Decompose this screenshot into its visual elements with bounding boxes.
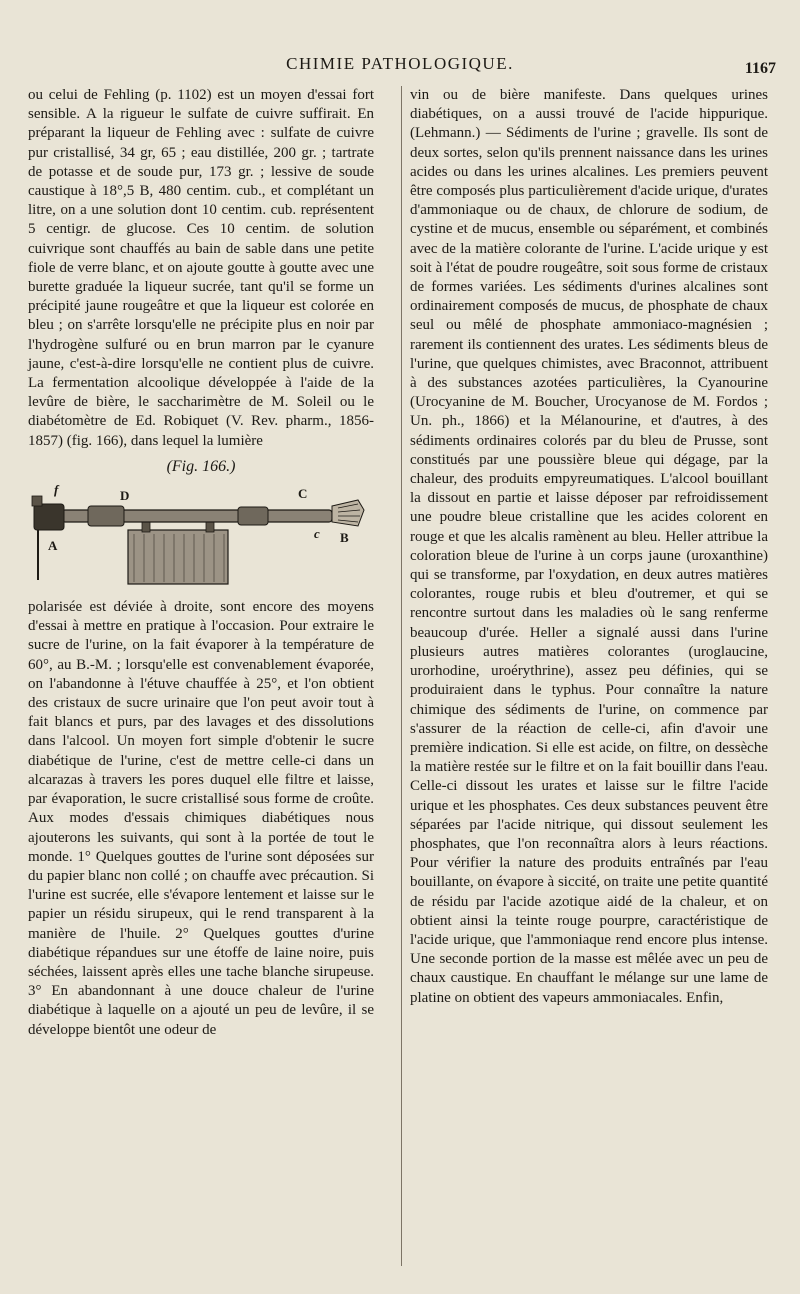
figure-caption: (Fig. 166.) <box>166 457 236 475</box>
left-paragraph-2: polarisée est déviée à droite, sont encore des moyens d'essai à mettre en pratique à l'occasion. Pour extraire le sucre de l'urine, on la fait évaporer à la température de 60°, au B.-M. ; lorsqu'elle est convenablement évaporée, on l'abandonne à l'étuve chauffée à 25°, et l'on obtient des cristaux de sucre urinaire que l'on peut avoir tout à fait blancs et purs, par des lavages et des dissolutions dans l'alcool. Un moyen fort simple d'obtenir le sucre diabétique de l'urine, c'est de mettre celle-ci dans un alcarazas à travers les pores duquel elle filtre et laisse, par évaporation, le sucre cristallisé sous forme de croûte. Aux modes d'essais chimiques diabétiques nous ajouterons les suivants, qui sont à la portée de tout le monde. 1° Quelques gouttes de l'urine sont déposées sur du papier blanc non collé ; on chauffe avec précaution. Si l'urine est sucrée, elle s'évapore lentement et laisse sur le papier un résidu sirupeux, qui le rend transparent à la manière de l'huile. 2° Quelques gouttes d'urine diabétique répandues sur une étoffe de laine noire, puis séchées, laissent après elles une tache blanche sirupeuse. 3° En abandonnant à une douce chaleur de l'urine diabétique à laquelle on a ajouté un peu de levûre, il se développe bientôt une odeur de <box>28 599 374 1038</box>
label-f: f <box>54 482 59 498</box>
eyepiece <box>34 504 64 530</box>
right-paragraph-1: vin ou de bière manifeste. Dans quelques urines diabétiques, on a aussi trouvé de l'acide hippurique. (Lehmann.) — Sédiments de l'urine ; gravelle. Ils sont de deux sortes, selon qu'ils prennent naissance dans les urines acides ou dans les urines alcalines. Les premiers peuvent être composés plus particulièrement d'acide urique, d'urates d'ammoniaque ou de chaux, de chlorure de sodium, de cystine et de mucus, ensemble ou séparément, et combinés avec de la matière colorante de l'urine. L'acide urique y est soit à l'état de poudre rougeâtre, soit sous forme de cristaux de formes variées. Les sédiments d'urines alcalines sont ordinairement composés de mucus, de phosphate de chaux seul ou mêlé de phosphate ammoniaco-magnésien ; rarement ils contiennent des urates. Les sédiments bleus de l'urine, que quelques chimistes, avec Braconnot, attribuent à des substances azotées particulières, la Cyanourine (Urocyanine de M. Boucher, Urocyanose de M. Fordos ; Un. ph., 1866) et la Mélanourine, et d'autres, à des sédiments ordinaires colorés par du bleu de Prusse, sont constitués par une poussière bleue qui dégage, par la chaleur, des produits empyreumatiques. L'alcool bouillant la dissout en partie et laisse déposer par refroidissement une poudre bleue cristalline que les acides colorent en rouge et que les alcalis ramènent au bleu. Heller attribue la coloration bleue de l'urine à un corps jaune (uroxanthine) qui se transforme, par l'oxydation, en deux autres matières colorantes, rouge rubis et bleu d'outremer, et qui se rencontre surtout dans les maladies où le sang renferme beaucoup d'urée. Heller a signalé aussi dans l'urine plusieurs autres matières colorantes (uroglaucine, urorhodine, uroérythrine), assez peu définies, qui se produiraient dans le typhus. Pour connaître la nature chimique des sédiments de l'urine, on commence par s'assurer de la réaction de celle-ci, afin d'avoir une première indication. Si elle est acide, on filtre, on dessèche la matière restée sur le filtre et on la fait bouillir dans l'eau. Celle-ci dissout les urates et laisse sur le filtre l'acide urique et les phosphates. Ces deux substances peuvent être séparées par l'acide nitrique, qui dissout seulement les phosphates, que l'on reconnaîtra alors à leurs réactions. Pour vérifier la nature des produits entraînés par l'eau bouillante, on évapore à siccité, on traite une petite quantité de résidu par l'acide azotique aidé de la chaleur, et on obtient ainsi la teinte rouge pourpre, caractéristique de l'acide urique, que l'ammoniaque rend encore plus intense. Une seconde portion de la masse est mêlée avec un peu de chaux caustique. En chauffant le mélange sur une lame de platine on obtient des vapeurs ammoniacales. Enfin, <box>410 87 768 1006</box>
label-C: C <box>298 486 308 502</box>
diabetometer-illustration <box>28 480 374 588</box>
label-B: B <box>340 530 349 546</box>
diabetometer-figure <box>28 480 374 588</box>
stand-block <box>128 530 228 584</box>
prism-end <box>332 500 364 526</box>
page-number: 1167 <box>744 60 776 77</box>
column-divider <box>401 86 402 1266</box>
label-D: D <box>120 488 130 504</box>
page-header <box>20 50 780 80</box>
running-title: CHIMIE PATHOLOGIQUE. <box>286 54 514 73</box>
label-A: A <box>48 538 58 554</box>
left-paragraph-1: ou celui de Fehling (p. 1102) est un moyen d'essai fort sensible. A la rigueur le sulfate de cuivre suffirait. En préparant la liqueur de Fehling avec : sulfate de cuivre pur cristallisé, 34 gr, 65 ; eau distillée, 200 gr. ; tartrate de potasse et de soude pur, 173 gr. ; lessive de soude caustique à 18°,5 B, 480 centim. cub., et complétant un litre, on a une solution dont 10 centim. cub. représentent 5 centigr. de glucose. Ces 10 centim. de solution cuivrique sont chauffés au bain de sable dans une petite fiole de verre blanc, et on ajoute goutte à goutte avec une burette graduée la liqueur sucrée, tant qu'il se forme un précipité jaune rougeâtre et que la liqueur est colorée en bleu ; on s'arrête lorsqu'elle ne précipite plus en noir par l'hydrogène sulfuré ou en brun marron par le cyanure jaune, c'est-à-dire lorsqu'elle ne contient plus de cuivre. La fermentation alcoolique développée à l'aide de la levûre de bière, le saccharimètre de M. Soleil ou le diabétomètre de Ed. Robiquet (V. Rev. pharm., 1856-1857) (fig. 166), dans lequel la lumière <box>28 87 374 449</box>
right-column <box>410 86 768 1008</box>
left-column <box>28 86 374 1040</box>
label-c: c <box>314 526 320 542</box>
